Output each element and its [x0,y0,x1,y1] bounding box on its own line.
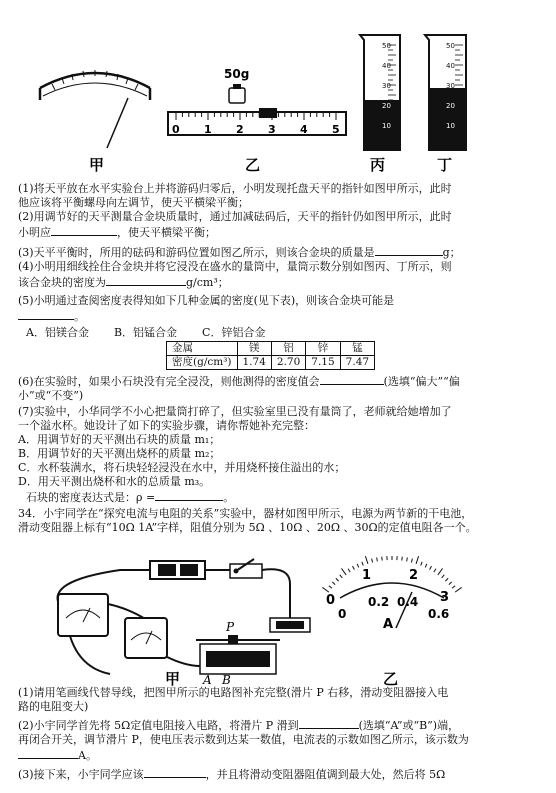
ruler-label: 0 [172,123,180,136]
dial-bottom-1: 0.2 [368,595,390,609]
ruler-label: 2 [236,123,244,136]
answer-blank[interactable] [299,717,359,729]
fig-label-bing: 丙 [370,156,386,174]
dial-unit: A [383,617,394,632]
q33-expression: 石块的密度表达式是：ρ = 。 [26,491,235,504]
cylinder-label: 20 [382,102,391,110]
answer-blank[interactable] [18,308,74,320]
answer-blank[interactable] [155,489,223,501]
q33-p2b: 小明应 ，使天平横梁平衡； [18,226,216,239]
fig-label-jia: 甲 [89,156,105,174]
fixed-resistor [270,618,310,632]
answer-blank[interactable] [18,747,78,759]
cylinder-label: 10 [446,122,455,130]
figure-balance-and-cylinders [0,0,556,185]
q34-intro-a: 34．小宇同学在“探究电流与电阻的关系”实验中，器材如图甲所示，电源为两节新的干电池， [18,507,473,520]
cylinder-label: 30 [382,82,391,90]
rheostat-label-p: P [226,620,235,634]
q33-p6b: 小”或“不变”) [18,389,84,402]
q33-p5a: (5)小明通过查阅密度表得知如下几种金属的密度(见下表)，则该合金块可能是 [18,294,395,307]
cylinder-label: 10 [382,122,391,130]
q33-options [18,326,542,340]
density-table [166,341,375,370]
dial-top-2: 2 [409,568,419,583]
answer-blank[interactable] [375,244,443,256]
q33-p4a: (4)小明用细线拴住合金块并将它浸没在盛水的量筒中，量筒示数分别如图丙、丁所示，则 [18,260,452,273]
fig-label-jia-2: 甲 [165,670,181,686]
voltmeter [58,594,108,636]
ruler-label: 4 [300,123,308,136]
q34-p2c: A。 [18,747,542,763]
q33-p6a: (6)在实验时，如果小石块没有完全浸没，则他测得的密度值会 (选填“偏大”“偏 [18,375,460,388]
q34-intro-b: 滑动变阻器上标有“10Ω 1A”字样，阻值分别为 5Ω 、10Ω 、20Ω 、30Ω的定值电阻各一个。 [18,521,477,534]
ruler-label: 3 [268,123,276,136]
q33-p4b: 该合金块的密度为 g/cm³； [18,276,229,289]
answer-blank[interactable] [144,766,206,778]
table-row: 金属 镁 铝 锌 锰 [167,342,375,356]
answer-blank[interactable] [106,274,186,286]
q33-p2a: (2)用调节好的天平测量合金块质量时，通过加减砝码后，天平的指针仍如图甲所示，此时 [18,210,452,223]
q34-p1b: 路的电阻变大) [18,700,89,713]
beam-ruler [168,84,346,135]
question-33 [18,182,542,535]
dial-top-0: 0 [326,593,336,608]
battery-box [150,561,205,579]
cylinder-label: 50 [446,42,455,50]
rheostat [196,635,280,674]
cylinder-label: 50 [382,42,391,50]
cylinder-label: 30 [446,82,455,90]
q33-p3: (3)天平平衡时，所用的砝码和游码位置如图乙所示，则该合金块的质量是 g； [18,246,461,259]
q33-p7a: (7)实验中，小华同学不小心把量筒打碎了，但实验室里已没有量筒了，老师就给她增加了 [18,405,452,418]
q33-step-d: D．用天平测出烧杯和水的总质量 m₃。 [18,475,211,488]
weight-50g [229,88,245,103]
table-row: 密度(g/cm³) 1.74 2.70 7.15 7.47 [167,356,375,370]
cylinder-label: 20 [446,102,455,110]
fig-label-yi: 乙 [245,156,261,174]
rider-weight [259,108,277,118]
q33-p1b: 他应该将平衡螺母向左调节，使天平横梁平衡； [18,196,249,209]
q33-p5b: 。 [18,308,542,324]
ruler-label: 1 [204,123,212,136]
dial-bottom-3: 0.6 [428,607,450,621]
figure-circuit [0,556,556,686]
q33-p1a: (1)将天平放在水平实验台上并将游码归零后，小明发现托盘天平的指针如图甲所示，此时 [18,182,452,195]
dial-top-3: 3 [440,590,450,605]
q33-step-c: C．水杯装满水，将石块轻轻浸没在水中，并用烧杯接住溢出的水； [18,461,346,474]
weight-label: 50g [224,67,250,81]
balance-scale [40,70,150,148]
q33-step-b: B．用调节好的天平测出烧杯的质量 m₂； [18,447,221,460]
option-a: A．铝镁合金 [26,326,89,339]
ammeter [125,618,167,658]
option-c: C．锌铝合金 [202,326,266,339]
q34-p1a: (1)请用笔画线代替导线，把图甲所示的电路图补充完整(滑片 P 右移，滑动变阻器接入电 [18,686,449,699]
q33-p7b: 一个溢水杯。她设计了如下的实验步骤，请你帮她补充完整： [18,419,315,432]
cylinder-ding [425,35,466,150]
ruler-label: 5 [332,123,340,136]
balance-pointer [107,98,128,148]
fig-label-yi-2: 乙 [383,670,399,686]
cylinder-label: 40 [382,62,391,70]
answer-blank[interactable] [320,373,384,385]
dial-bottom-0: 0 [338,607,347,621]
q34-p2b: 再闭合开关，调节滑片 P，使电压表示数到达某一数值，电流表的示数如图乙所示，该示数为 [18,733,469,746]
rheostat-label-a: A [203,673,212,686]
q33-step-a: A．用调节好的天平测出石块的质量 m₁； [18,433,221,446]
q34-p3: (3)接下来，小宇同学应该 ，并且将滑动变阻器阻值调到最大处，然后将 5Ω [18,768,446,781]
dial-top-1: 1 [362,568,372,583]
cylinder-bing [360,35,400,150]
answer-blank[interactable] [51,224,117,236]
fig-label-ding: 丁 [437,156,453,174]
cylinder-label: 40 [446,62,455,70]
option-b: B．铝锰合金 [113,326,178,339]
dial-bottom-2: 0.4 [397,595,419,609]
rheostat-label-b: B [222,673,231,686]
switch [230,559,262,578]
q34-p2a: (2)小宇同学首先将 5Ω定值电阻接入电路，将滑片 P 滑到 (选填“A”或“B”)端， [18,719,460,732]
question-34 [18,686,542,782]
